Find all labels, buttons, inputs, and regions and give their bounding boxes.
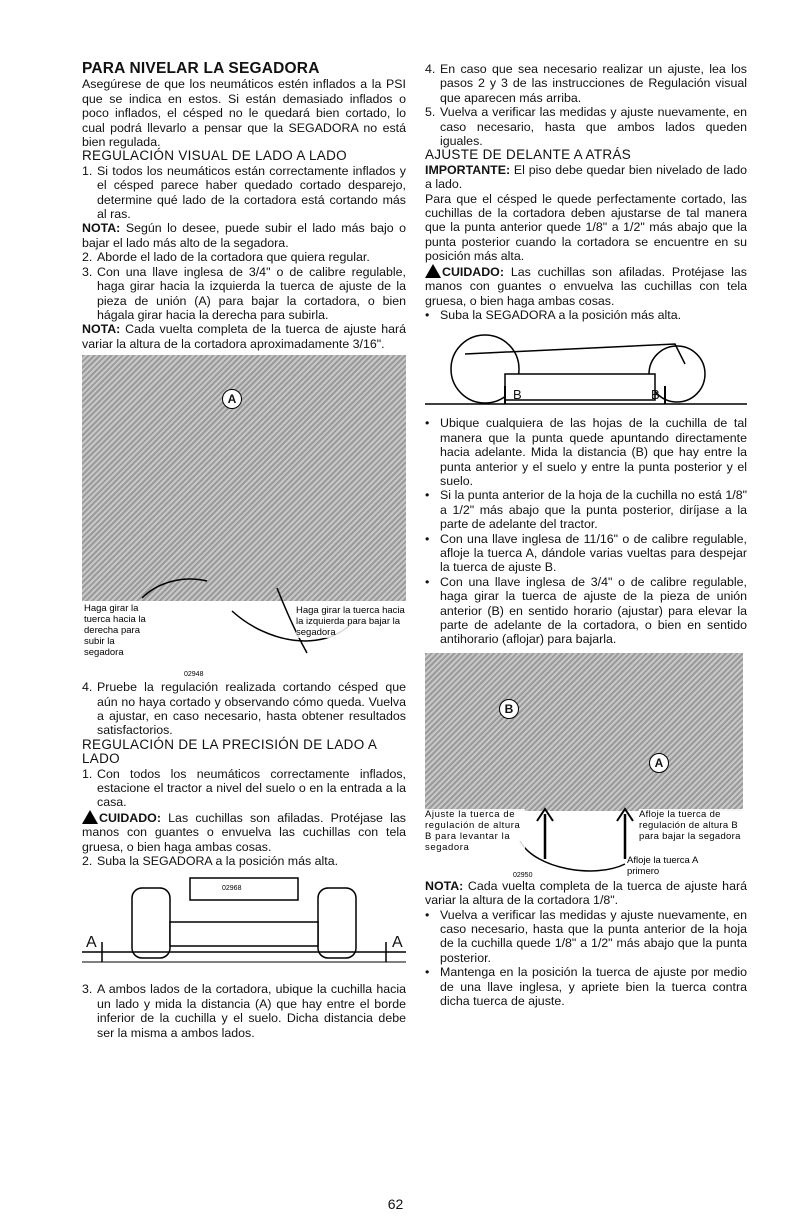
caption-tighten: Ajuste la tuerca de regulación de altura B para levantar la segadora — [425, 809, 525, 853]
bullet-1: • Suba la SEGADORA a la posición más alta. — [425, 307, 682, 322]
figure-code-3: 02950 — [513, 871, 533, 879]
figure-mower-front — [82, 870, 406, 980]
subheading-precision: REGULACIÓN DE LA PRECISIÓN DE LADO A LADO — [82, 736, 377, 767]
bullet-4: • Con una llave inglesa de 11/16" o de calibre regulable, afloje la tuerca A, dándole varias vueltas para despejar la tuerca de ajuste B. — [425, 531, 747, 575]
right-column — [425, 62, 747, 1008]
mower-side-diagram-icon — [425, 324, 747, 414]
precision-step-4: 4. En caso que sea necesario realizar un ajuste, lea los pasos 2 y 3 de las instrucciones de Regulación visual que aparecen más arriba. — [425, 62, 747, 105]
warning-icon — [425, 264, 441, 278]
caption-left-turn: Haga girar la tuerca hacia la izquierda para bajar la segadora — [296, 605, 405, 639]
note-2: NOTA: Cada vuelta completa de la tuerca de ajuste hará variar la altura de la cortadora aproximadamente 3/16". — [82, 322, 406, 351]
step-3: 3. Con una llave inglesa de 3/4" o de calibre regulable, haga girar hacia la izquierda la tuerca de ajuste de la pieza de unión (A) para bajar la cortadora, o bien hágala girar hacia la derecha para subirla. — [82, 264, 406, 322]
precision-step-1: 1. Con todos los neumáticos correctamente inflados, estacione el tractor a nivel del suelo o en la entrada a la casa. — [82, 766, 406, 810]
label-a-badge: A — [222, 389, 242, 409]
caption-right-turn: Haga girar la tuerca hacia la derecha para subir la segadora — [84, 603, 154, 658]
precision-step-3: 3. A ambos lados de la cortadora, ubique la cuchilla hacia un lado y mida la distancia (A) que hay entre el borde inferior de la cuchilla y el suelo. Dicha distancia debe ser la misma a ambos lados. — [82, 982, 406, 1040]
bullet-7: • Mantenga en la posición la tuerca de ajuste por medio de una llave inglesa, y apriete bien la tuerca contra dicha tuerca de ajuste. — [425, 965, 747, 1009]
measure-label-left: A — [86, 934, 97, 952]
bullet-3: • Si la punta anterior de la hoja de la cuchilla no está 1/8" a 1/2" más abajo que la punta posterior, diríjase a la parte de adelante del tractor. — [425, 488, 747, 532]
measure-label-right: A — [392, 934, 403, 952]
section-title: PARA NIVELAR LA SEGADORA — [82, 60, 320, 77]
left-column — [82, 62, 406, 1040]
subheading-front-back: AJUSTE DE DELANTE A ATRÁS — [425, 147, 632, 163]
precision-step-5: 5. Vuelva a verificar las medidas y ajuste nuevamente, en caso necesario, hasta que ambos lados queden iguales. — [425, 105, 747, 149]
figure-height-nut — [425, 649, 747, 877]
note-1: NOTA: Según lo desee, puede subir el lado más bajo o bajar el lado más alto de la segadora. — [82, 221, 406, 250]
page-number: 62 — [387, 1196, 404, 1212]
bullet-6: • Vuelva a verificar las medidas y ajuste nuevamente, en caso necesario, hasta que la punta anterior de la hoja de la cuchilla quede 1/8" a 1/2" más abajo que la punta posterior. — [425, 907, 747, 965]
caution-right: CUIDADO: Las cuchillas son afiladas. Protéjase las manos con guantes o envuelva las cuchillas con tela gruesa, o bien haga ambas cosas. — [425, 264, 747, 308]
figure-code-2: 02968 — [222, 885, 242, 893]
caption-loosen-a: Afloje la tuerca A primero — [627, 855, 713, 877]
label-a-badge-2: A — [649, 753, 669, 773]
measure-b-rear: B — [651, 387, 660, 403]
caution-left: CUIDADO: Las cuchillas son afiladas. Protéjase las manos con guantes o envuelva las cuchillas con tela gruesa, o bien haga ambas cosas. — [82, 810, 406, 854]
mower-front-diagram-icon — [82, 870, 406, 980]
warning-icon — [82, 810, 98, 824]
step-2: 2. Aborde el lado de la cortadora que quiera regular. — [82, 250, 370, 265]
figure-code: 02948 — [184, 671, 204, 679]
bullet-5: • Con una llave inglesa de 3/4" o de calibre regulable, haga girar la tuerca de ajuste de la pieza de unión anterior (B) en sentido horario (ajustar) para elevar la parte de adelante de la cortadora, o bien en sentido antihorario (aflojar) para bajarla. — [425, 574, 747, 647]
caption-loosen: Afloje la tuerca de regulación de altura B para bajar la segadora — [639, 809, 743, 842]
step-4: 4. Pruebe la regulación realizada cortando césped que aún no haya cortado y observando cómo queda. Vuelva a ajustar, en caso necesario, hasta obtener resultados satisfactorios. — [82, 680, 406, 738]
label-b-badge: B — [499, 699, 519, 719]
measure-b-front: B — [513, 387, 522, 403]
bullet-2: • Ubique cualquiera de las hojas de la cuchilla de tal manera que la punta quede apuntando directamente hacia adelante. Mida la distancia (B) que hay entre la punta anterior y el suelo y entre la punta posterior y el suelo. — [425, 416, 747, 488]
figure-mower-side — [425, 324, 747, 414]
intro-paragraph: Asegúrese de que los neumáticos estén inflados a la PSI que se indica en estos. Si están demasiado inflados o poco inflados, el césped no le quedará bien cortado, lo cual podrá llevarlo a pensar que la SEGADORA no está bien regulada. — [82, 77, 406, 150]
step-1: 1. Si todos los neumáticos están correctamente inflados y el césped parece haber quedado cortado desparejo, determine qué lado de la cortadora está cortando más al ras. — [82, 163, 406, 222]
note-right: NOTA: Cada vuelta completa de la tuerca de ajuste hará variar la altura de la cortadora 1/8". — [425, 878, 747, 908]
front-back-paragraph: Para que el césped le quede perfectamente cortado, las cuchillas de la cortadora deben ajustarse de tal manera que la punta anterior quede 1/8" a 1/2" más abajo que la punta posterior cuando la cortadora se encuentre en su posición más alta. — [425, 191, 747, 264]
important-note: IMPORTANTE: El piso debe quedar bien nivelado de lado a lado. — [425, 162, 747, 192]
subheading-visual: REGULACIÓN VISUAL DE LADO A LADO — [82, 148, 347, 164]
precision-step-2: 2. Suba la SEGADORA a la posición más alta. — [82, 854, 339, 868]
figure-adjust-nut — [82, 353, 406, 678]
